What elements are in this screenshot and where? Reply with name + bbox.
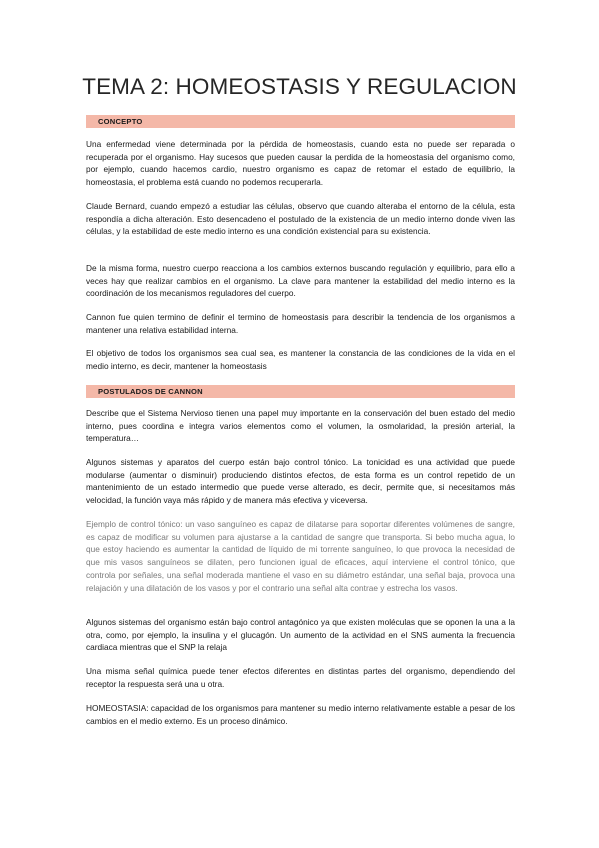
paragraph: Describe que el Sistema Nervioso tienen una papel muy importante en la conservación del buen estado del medio interno, pues coordina e integra varios elementos como el volumen, la osmolaridad, la presión arterial, la temperatura… [86,408,515,444]
section-header-postulados [86,385,515,398]
paragraph: Algunos sistemas y aparatos del cuerpo están bajo control tónico. La tonicidad es una actividad que puede modularse (aumentar o disminuir) produciendo distintos efectos, de esta forma es un control repetido de un mantenimiento de un estado intermedio que puede verse alterado, es decir, permite que, si necesitamos más velocidad, la función vaya más rápido y de manera más efectiva y viceversa. [86,457,515,506]
section-label: POSTULADOS DE CANNON [98,387,203,396]
paragraph: Algunos sistemas del organismo están bajo control antagónico ya que existen moléculas que se oponen la una a la otra, como, por ejemplo, la insulina y el glucagón. Un aumento de la actividad en el SNS aumenta la frecuencia cardiaca mientras que el SNP la relaja [86,617,515,653]
definition-paragraph: HOMEOSTASIA: capacidad de los organismos para mantener su medio interno relativamente estable a pesar de los cambios en el medio externo. Es un proceso dinámico. [86,703,515,726]
example-paragraph: Ejemplo de control tónico: un vaso sanguíneo es capaz de dilatarse para soportar diferentes volúmenes de sangre, es capaz de modificar su volumen para ajustarse a la cantidad de sangre que transporta. Si bebo mucha agua, lo que estoy haciendo es aumentar la cantidad de líquido de mi torrente sanguíneo, lo que provoca la necesidad de que mis vasos sanguíneos se dilaten, pero funcionen igual de eficaces, aquí interviene el control tónico, que controla por señales, una señal moderada mantiene el vaso en su diámetro estándar, una señal baja, provoca una relajación y una dilatación de los vasos y por el contrario una señal alta contrae y estrecha los vasos. [86,519,515,593]
paragraph: Claude Bernard, cuando empezó a estudiar las células, observo que cuando alteraba el entorno de la célula, esta respondía a dicha alteración. Esto desencadeno el postulado de la existencia de un medio interno donde viven las células, y la estabilidad de este medio interno es una condición existencial para su existencia. [86,201,515,237]
paragraph: De la misma forma, nuestro cuerpo reacciona a los cambios externos buscando regulación y equilibrio, para ello a veces hay que realizar cambios en el organismo. La clave para mantener la estabilidad del medio interno es la coordinación de los mecanismos reguladores del cuerpo. [86,263,515,299]
section-header-concepto [86,115,515,128]
page-title: TEMA 2: HOMEOSTASIS Y REGULACION [82,74,517,99]
paragraph: El objetivo de todos los organismos sea cual sea, es mantener la constancia de las condiciones de la vida en el medio interno, es decir, mantener la homeostasis [86,348,515,371]
paragraph: Una enfermedad viene determinada por la pérdida de homeostasis, cuando esta no puede ser reparada o recuperada por el organismo. Hay sucesos que pueden causar la perdida de la homeostasia del organismo como, por ejemplo, cuando hacemos cardio, nuestro organismo es capaz de retomar el estado de equilibrio, la homeostasia, el problema está cuando no podemos recuperarla. [86,139,515,188]
paragraph: Cannon fue quien termino de definir el termino de homeostasis para describir la tendencia de los organismos a mantener una relativa estabilidad interna. [86,312,515,335]
section-label: CONCEPTO [98,117,143,126]
paragraph: Una misma señal química puede tener efectos diferentes en distintas partes del organismo, dependiendo del receptor la respuesta será una u otra. [86,666,515,689]
